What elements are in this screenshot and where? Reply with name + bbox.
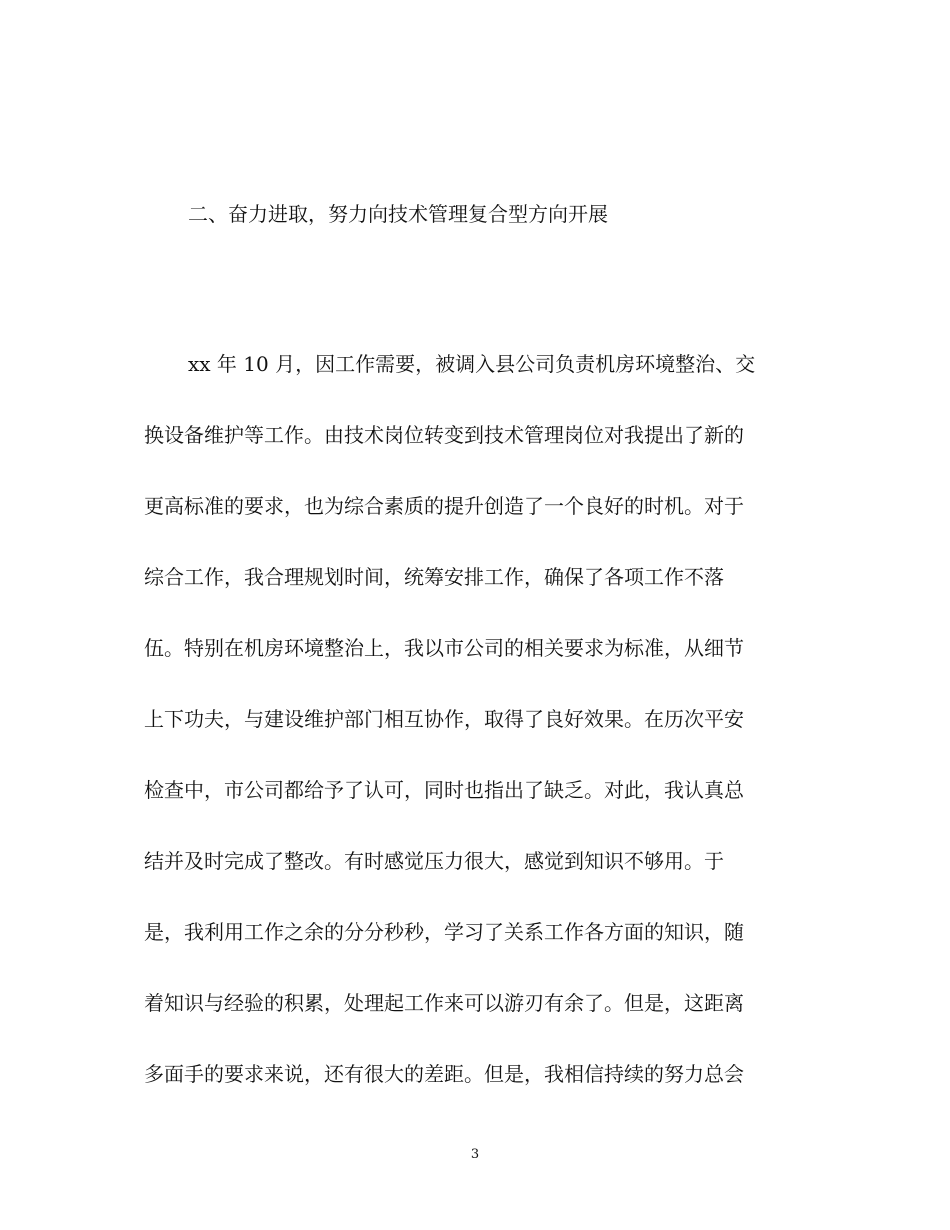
- paragraph-line-10: 着知识与经验的积累，处理起工作来可以游刃有余了。但是，这距离: [144, 991, 744, 1015]
- page-number: 3: [470, 1147, 480, 1162]
- paragraph-line-1: xx 年 10 月，因工作需要，被调入县公司负责机房环境整治、交: [188, 352, 756, 376]
- paragraph-line-9: 是，我利用工作之余的分分秒秒，学习了关系工作各方面的知识，随: [144, 920, 744, 944]
- paragraph-line-11: 多面手的要求来说，还有很大的差距。但是，我相信持续的努力总会: [144, 1062, 744, 1086]
- paragraph-line-4: 综合工作，我合理规划时间，统筹安排工作，确保了各项工作不落: [144, 565, 724, 589]
- paragraph-line-8: 结并及时完成了整改。有时感觉压力很大，感觉到知识不够用。于: [144, 849, 724, 873]
- paragraph-line-5: 伍。特别在机房环境整治上，我以市公司的相关要求为标准，从细节: [144, 636, 744, 660]
- section-heading: 二、奋力进取，努力向技术管理复合型方向开展: [188, 202, 608, 226]
- paragraph-line-3: 更高标准的要求，也为综合素质的提升创造了一个良好的时机。对于: [144, 494, 744, 518]
- paragraph-line-2: 换设备维护等工作。由技术岗位转变到技术管理岗位对我提出了新的: [144, 423, 744, 447]
- paragraph-line-6: 上下功夫，与建设维护部门相互协作，取得了良好效果。在历次平安: [144, 707, 744, 731]
- paragraph-line-7: 检查中，市公司都给予了认可，同时也指出了缺乏。对此，我认真总: [144, 778, 744, 802]
